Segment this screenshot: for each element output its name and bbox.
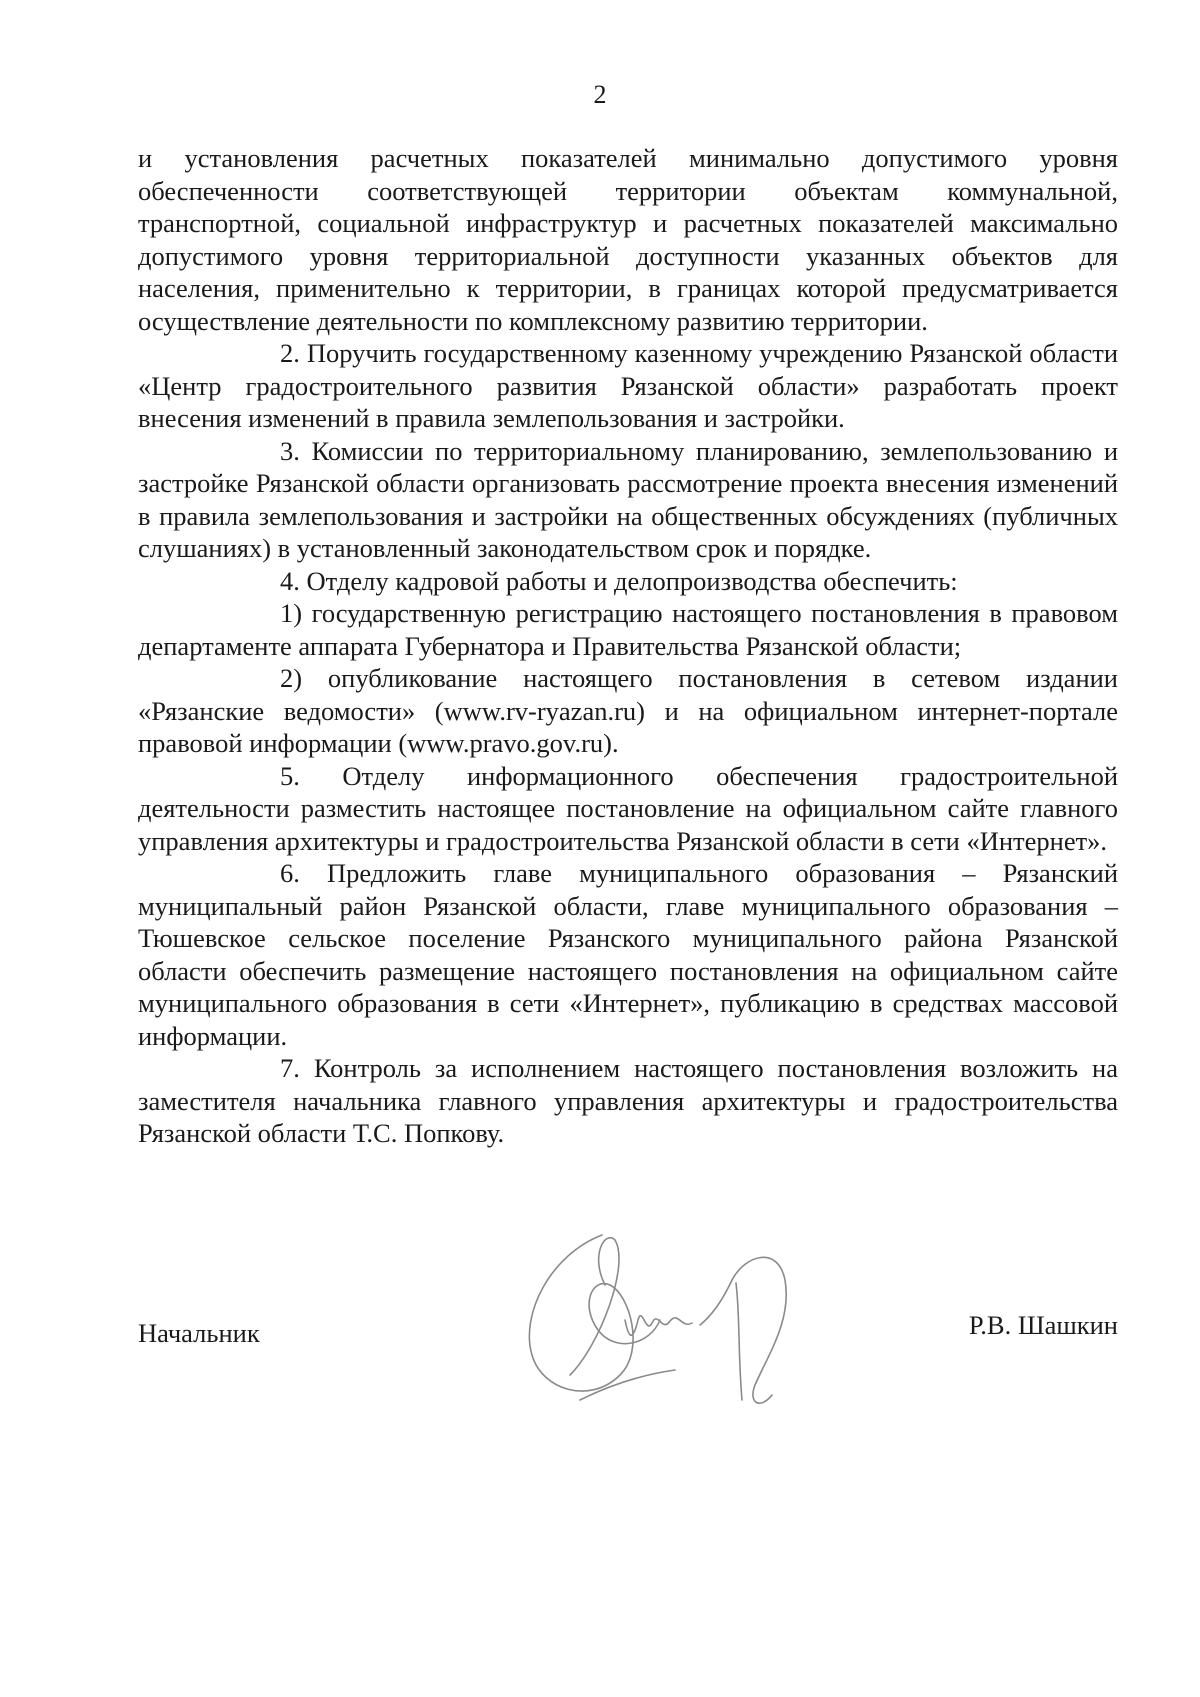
paragraph-number: 7. [280,1053,300,1083]
paragraph-number: 2) [280,663,303,693]
page-number: 2 [593,80,607,109]
document-body [138,142,1118,1150]
paragraph-item-5 [138,760,1118,858]
paragraph-item-4 [138,565,1118,598]
paragraph-number: 1) [280,598,303,628]
signatory-title: Начальник [138,1318,260,1348]
paragraph-item-2 [138,337,1118,435]
signatory-name: Р.В. Шашкин [968,1310,1118,1340]
paragraph-text: Отделу информационного обеспечения градостроительной деятельности разместить настоящее постановление на официальном сайте главного управления архитектуры и градостроительства Рязанской области в сети «Интернет». [138,760,1119,856]
paragraph-text: Поручить государственному казенному учреждению Рязанской области «Центр градостроительного развития Рязанской области» разработать проект внесения изменений в правила землепользования и застройки. [138,338,1118,433]
paragraph-text: Предложить главе муниципального образования – Рязанский муниципальный район Рязанской области, главе муниципального образования – Тюшевское сельское поселение Рязанского муниципального района Рязанской области обеспечить размещение настоящего постановления на официальном сайте муниципального образования в сети «Интернет», публикацию в средствах массовой информации. [138,858,1118,1051]
paragraph-item-3 [138,435,1118,565]
paragraph-number: 2. [280,338,300,368]
paragraph-item-7 [138,1052,1118,1150]
paragraph-continuation [138,142,1118,337]
paragraph-number: 4. [280,565,300,596]
paragraph-text: и установления расчетных показателей минимально допустимого уровня обеспеченности соответствующей территории объектам коммунальной, транспортной, социальной инфраструктур и расчетных показателей максимально допустимого уровня территориальной доступности указанных объектов для населения, применительно к территории, в границах которой предусматривается осуществление деятельности по комплексному развитию территории. [138,143,1118,336]
paragraph-number: 5. [280,760,300,791]
paragraph-subitem-2 [138,662,1118,760]
paragraph-number: 6. [280,858,300,888]
paragraph-text: государственную регистрацию настоящего постановления в правовом департаменте аппарата Губернатора и Правительства Рязанской области; [138,598,1118,661]
paragraph-text: Отделу кадровой работы и делопроизводства обеспечить: [306,565,958,596]
paragraph-text: Комиссии по территориальному планированию, землепользованию и застройке Рязанской области организовать рассмотрение проекта внесения изменений в правила землепользования и застройки на общественных обсуждениях (публичных слушаниях) в установленный законодательством срок и порядке. [138,435,1119,563]
paragraph-text: опубликование настоящего постановления в сетевом издании «Рязанские ведомости» (www.rv-ryazan.ru) и на официальном интернет-портале правовой информации (www.pravo.gov.ru). [138,663,1118,758]
paragraph-text: Контроль за исполнением настоящего постановления возложить на заместителя начальника главного управления архитектуры и градостроительства Рязанской области Т.С. Попкову. [138,1053,1118,1148]
paragraph-subitem-1 [138,597,1118,662]
paragraph-number: 3. [280,435,300,466]
signature-block [138,1310,1118,1360]
paragraph-item-6 [138,857,1118,1052]
